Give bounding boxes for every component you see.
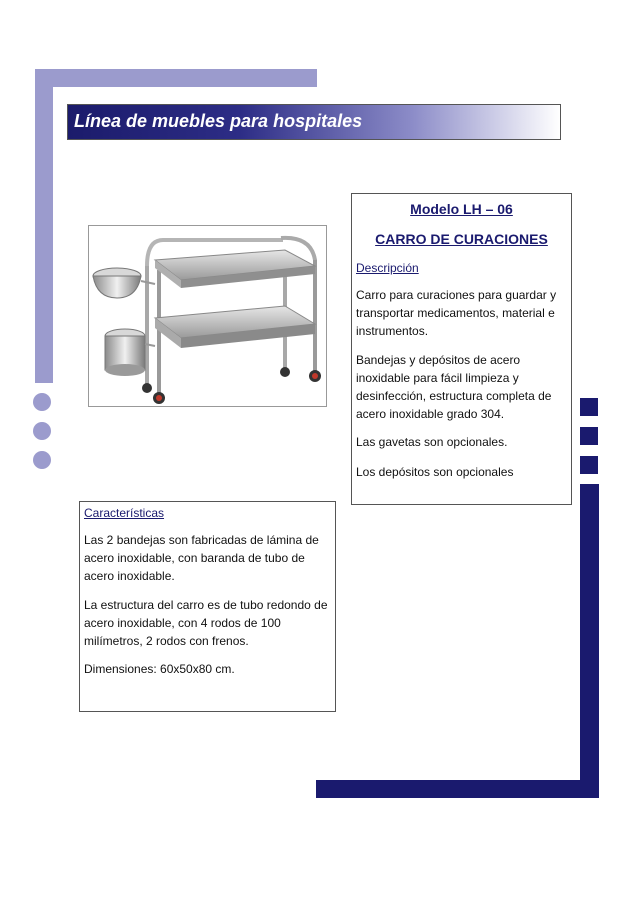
decor-dot [33,451,51,469]
description-heading: Descripción [356,261,419,275]
left-accent-bar [35,69,53,383]
product-name: CARRO DE CURACIONES [375,231,548,247]
stainless-steel-cart-icon [89,226,326,406]
characteristics-paragraph: Las 2 bandejas son fabricadas de lámina de acero inoxidable, con baranda de tubo de acero inoxidable. [84,533,319,583]
bottom-accent-bar [316,780,599,798]
title-banner [67,104,561,140]
product-image [88,225,327,407]
model-title: Modelo LH – 06 [410,201,513,217]
description-paragraph: Bandejas y depósitos de acero inoxidable para fácil limpieza y desinfección, estructura completa de acero inoxidable grado 304. [356,353,552,421]
decor-dot [33,393,51,411]
description-paragraph: Los depósitos son opcionales [356,465,514,479]
characteristics-paragraph: La estructura del carro es de tubo redondo de acero inoxidable, con 4 rodos de 100 milímetros, 2 rodos con frenos. [84,598,328,648]
characteristics-box [79,501,336,712]
characteristics-heading: Características [84,506,165,520]
description-box [351,193,572,505]
decor-dot [33,422,51,440]
top-accent-bar [35,69,317,87]
page-title: Línea de muebles para hospitales [74,111,363,131]
description-paragraph: Carro para curaciones para guardar y transportar medicamentos, material e instrumentos. [356,288,557,338]
decor-square [580,456,598,474]
characteristics-paragraph: Dimensiones: 60x50x80 cm. [84,662,235,676]
decor-square [580,427,598,445]
description-paragraph: Las gavetas son opcionales. [356,435,508,449]
decor-square [580,398,598,416]
right-accent-bar [580,484,599,798]
